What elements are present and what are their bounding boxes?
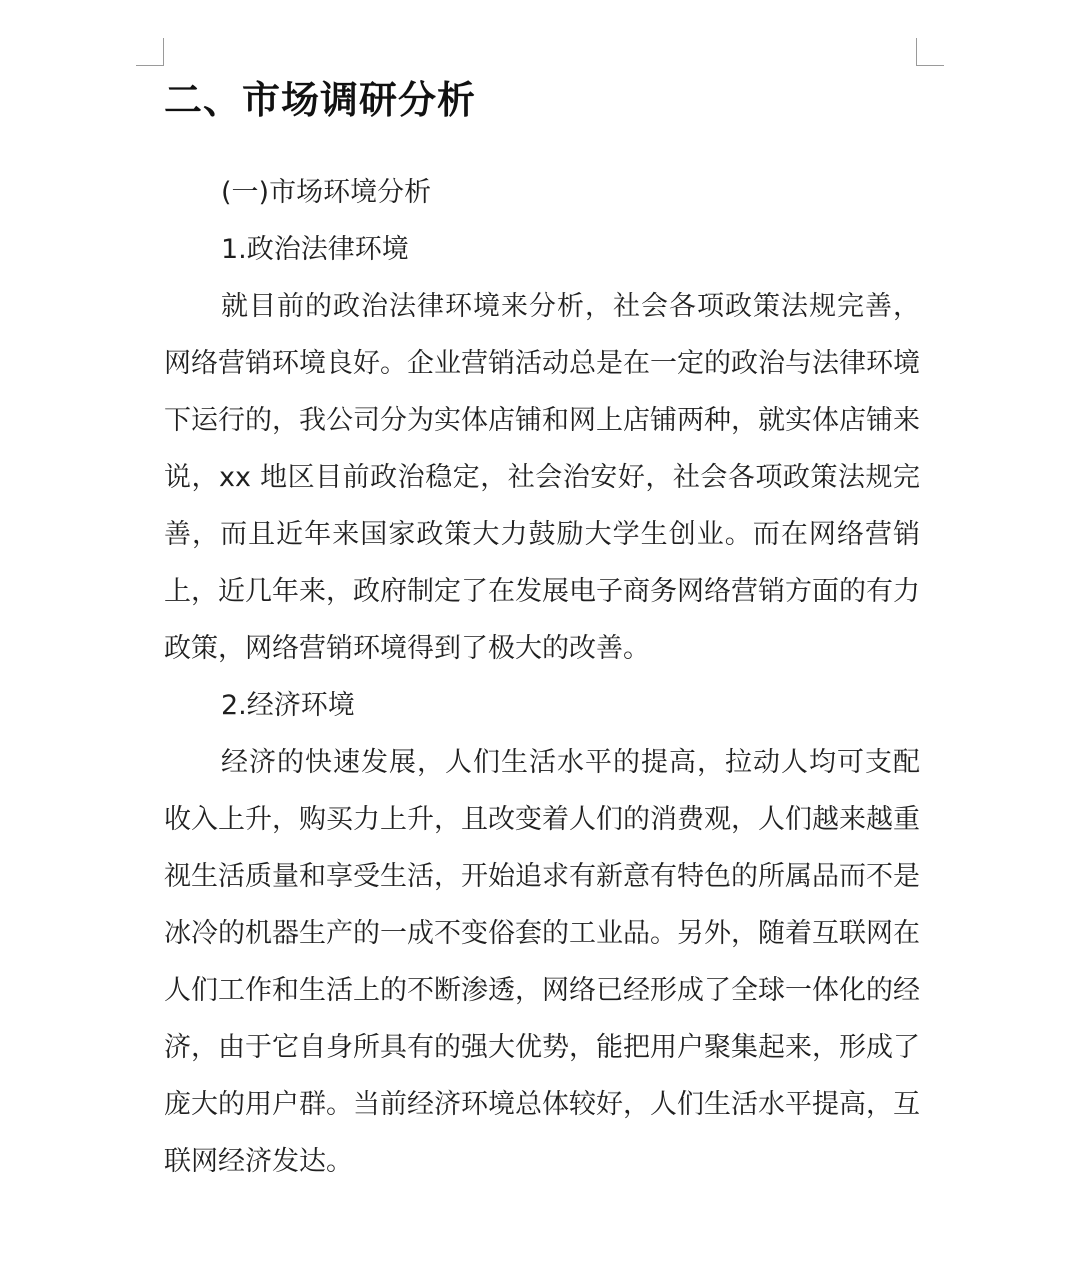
section-heading: (一)市场环境分析: [221, 177, 432, 208]
paragraph-political-legal: 就目前的政治法律环境来分析，社会各项政策法规完善，网络营销环境良好。企业营销活动总是在一定的政治与法律环境下运行的，我公司分为实体店铺和网上店铺两种，就实体店铺来说，xx 地区目前政治稳定，社会治安好，社会各项政策法规完善，而且近年来国家政策大力鼓励大学生创业。而在网络营销上，近几年来，政府制定了在发展电子商务网络营销方面的有力政策，网络营销环境得到了极大的改善。: [164, 291, 920, 664]
subsection-heading-political-legal: 1.政治法律环境: [221, 234, 409, 265]
document-body: [164, 72, 920, 1190]
subsection-heading-economic: 2.经济环境: [221, 690, 355, 721]
paragraph-economic: 经济的快速发展，人们生活水平的提高，拉动人均可支配收入上升，购买力上升，且改变着人们的消费观，人们越来越重视生活质量和享受生活，开始追求有新意有特色的所属品而不是冰冷的机器生产的一成不变俗套的工业品。另外，随着互联网在人们工作和生活上的不断渗透，网络已经形成了全球一体化的经济，由于它自身所具有的强大优势，能把用户聚集起来，形成了庞大的用户群。当前经济环境总体较好，人们生活水平提高，互联网经济发达。: [164, 747, 920, 1177]
top-left-margin-mark: [136, 38, 164, 66]
chapter-heading: 二、市场调研分析: [164, 78, 477, 122]
top-right-margin-mark: [916, 38, 944, 66]
